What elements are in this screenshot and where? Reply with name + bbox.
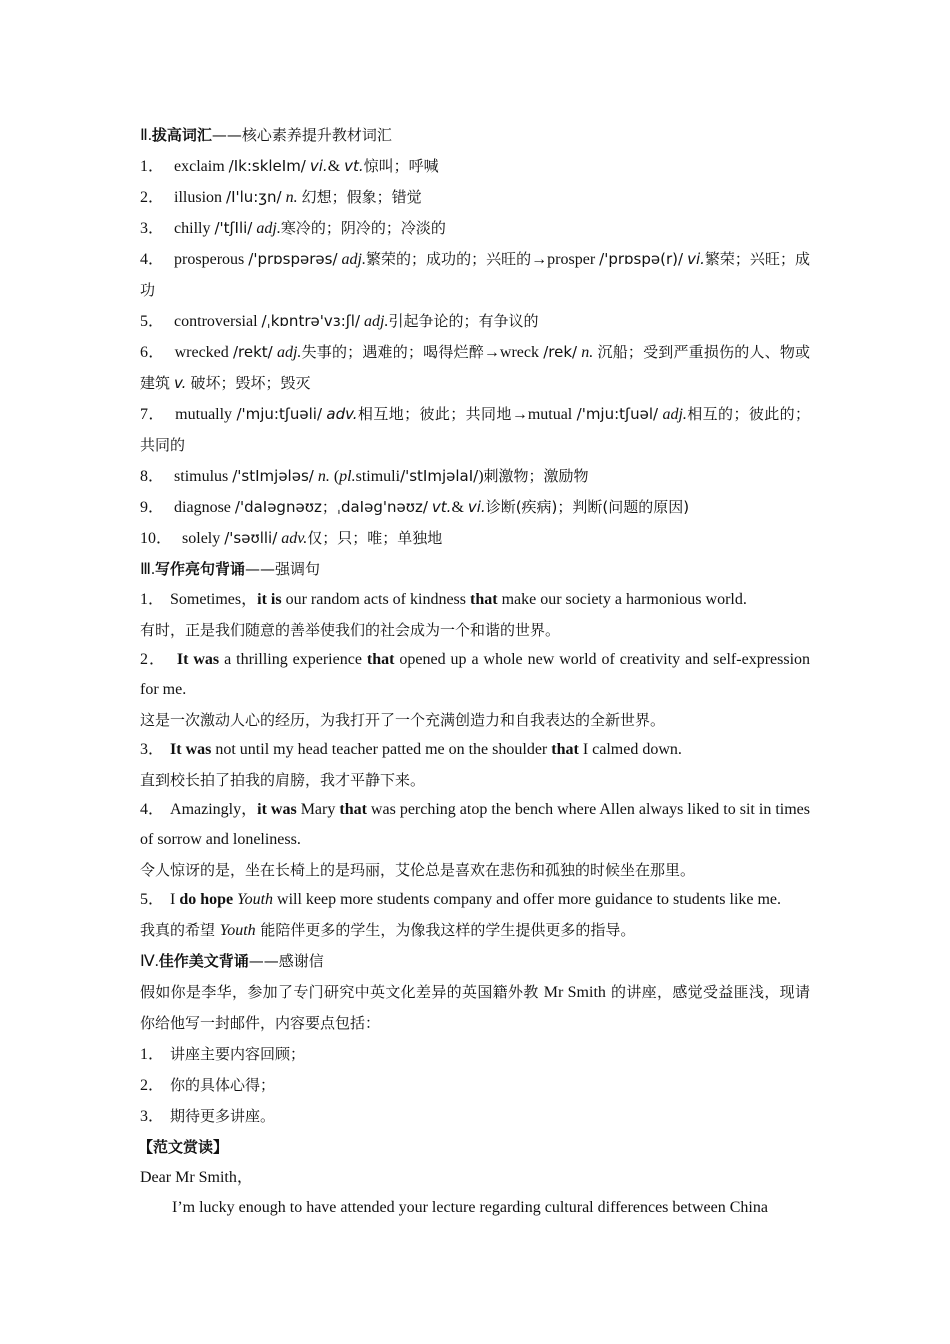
emphasis-text: do hope (179, 891, 234, 908)
part-of-speech: n. (581, 344, 594, 361)
vocab-word: exclaim (174, 158, 225, 175)
sentence-text: will keep more students company and offer more guidance to students like me. (273, 891, 782, 908)
emphasis-text: It was (170, 741, 212, 758)
derived-word: prosper (547, 251, 596, 268)
paren-open: ( (333, 468, 340, 485)
vocab-word: solely (182, 530, 221, 547)
part-of-speech: adj. (256, 220, 281, 237)
item-number: 2． (140, 651, 166, 668)
vocab-ipa: /'mju:tʃuəli/ (236, 405, 323, 423)
sentence-text: a thrilling experience (219, 651, 367, 668)
sentence-text: Sometimes， (170, 591, 258, 608)
part-of-speech: vi. (467, 498, 486, 516)
vocab-item (140, 523, 810, 554)
vocab-ipa: /'səʊlli/ (224, 529, 278, 547)
sample-essay-heading (140, 1132, 810, 1163)
sentence-translation: 直到校长拍了拍我的肩膀，我才平静下来。 (140, 771, 426, 789)
sentence-text: Mary (296, 801, 340, 818)
plural-ipa: /'stImjəlaI/ (400, 467, 479, 485)
sentence-translation (140, 915, 810, 946)
derived-meaning: 沉船；受到严重损伤的人、物或建筑 (140, 343, 811, 392)
vocab-word: wrecked (174, 344, 229, 361)
vocab-word: stimulus (174, 468, 229, 485)
vocab-word: prosperous (174, 251, 245, 268)
document-page (140, 120, 810, 1223)
sentence-text: I calmed down. (578, 741, 682, 758)
vocab-meaning: 幻想；假象；错觉 (301, 188, 422, 206)
sentence-item (140, 885, 810, 915)
item-number: 5． (140, 313, 165, 330)
point-text: 讲座主要内容回顾； (170, 1045, 306, 1063)
section-title: 拔高词汇 (151, 126, 212, 144)
item-number: 5． (140, 891, 165, 908)
item-number: 2． (140, 189, 165, 206)
prompt-name: Mr Smith (543, 984, 606, 1001)
item-number: 1． (140, 1046, 165, 1063)
derived-meaning: 破坏；毁坏；毁灭 (190, 374, 311, 392)
section-heading-vocabulary (140, 120, 810, 151)
section-numeral: Ⅲ. (140, 561, 156, 578)
section-subtitle: ——核心素养提升教材词汇 (211, 126, 392, 144)
prompt-point (140, 1039, 810, 1070)
part-of-speech: vi. (309, 157, 328, 175)
vocab-ipa: /'stImjələs/ (232, 467, 314, 485)
sentence-item (140, 645, 810, 705)
section-numeral: Ⅳ. (140, 953, 159, 970)
section-heading-sentences (140, 554, 810, 585)
part-of-speech: adj. (662, 406, 687, 423)
vocab-item (140, 492, 810, 523)
item-number: 10． (140, 530, 173, 547)
item-number: 3． (140, 220, 165, 237)
sentence-translation: 有时，正是我们随意的善举使我们的社会成为一个和谐的世界。 (140, 621, 561, 639)
part-of-speech: adj. (341, 251, 366, 268)
sample-heading-text: 【范文赏读】 (138, 1138, 229, 1156)
letter-salutation: Dear Mr Smith， (140, 1169, 253, 1186)
paren-close: ) (478, 468, 484, 485)
vocab-meaning: 失事的；遇难的；喝得烂醉 (301, 343, 484, 361)
emphasis-text: It was (176, 651, 220, 668)
sentence-text: was perching atop the bench where Allen always liked to sit in times of sorrow and loneliness. (140, 801, 810, 848)
point-text: 你的具体心得； (170, 1076, 276, 1094)
sentence-text: not until my head teacher patted me on the shoulder (211, 741, 552, 758)
vocab-word: mutually (175, 406, 233, 423)
item-number: 3． (140, 1108, 165, 1125)
part-of-speech: vi. (687, 250, 705, 268)
item-number: 1． (140, 158, 165, 175)
vocab-ipa: /'daIəgnəʊz；ˌdaIəg'nəʊz/ (234, 498, 428, 516)
letter-body: I’m lucky enough to have attended your lecture regarding cultural differences between China (172, 1199, 768, 1216)
vocab-item (140, 244, 810, 306)
part-of-speech: n. (317, 468, 330, 485)
vocab-item (140, 151, 810, 182)
vocab-ipa: /ˌkɒntrə'vɜ:ʃl/ (261, 312, 361, 330)
prompt-point (140, 1101, 810, 1132)
translation-text: 能陪伴更多的学生，为像我这样的学生提供更多的指导。 (255, 921, 636, 939)
italic-title: Youth (237, 891, 274, 908)
derived-ipa: /rek/ (543, 343, 578, 361)
vocab-word: diagnose (174, 499, 231, 516)
item-number: 4． (140, 251, 165, 268)
emphasis-text: that (339, 801, 367, 818)
item-number: 1． (140, 591, 165, 608)
sentence-item (140, 795, 810, 855)
vocab-ipa: /I'lu:ʒn/ (226, 188, 282, 206)
part-of-speech: adv. (326, 405, 358, 423)
emphasis-text: that (551, 741, 579, 758)
vocab-item (140, 461, 810, 492)
part-of-speech: vt. (431, 498, 452, 516)
vocab-word: controversial (174, 313, 258, 330)
vocab-ipa: /'tʃIli/ (214, 219, 253, 237)
sentence-text: I (170, 891, 180, 908)
part-of-speech: n. (285, 189, 298, 206)
section-subtitle: ——强调句 (245, 560, 321, 578)
part-of-speech: adj. (364, 313, 389, 330)
sentence-item (140, 735, 810, 765)
prompt-text: 假如你是李华，参加了专门研究中英文化差异的英国籍外教 (140, 983, 544, 1001)
writing-prompt (140, 977, 810, 1039)
part-of-speech: v. (174, 374, 187, 392)
derived-word: mutual (527, 406, 573, 423)
section-numeral: Ⅱ. (140, 127, 152, 144)
vocab-word: chilly (174, 220, 211, 237)
section-subtitle: ——感谢信 (248, 952, 324, 970)
arrow-icon: → (483, 344, 500, 361)
vocab-meaning: 繁荣的；成功的；兴旺的 (365, 250, 532, 268)
vocab-meaning: 相互地；彼此；共同地 (357, 405, 512, 423)
vocab-word: illusion (174, 189, 223, 206)
derived-meaning: 相互的；彼此的；共同的 (140, 405, 810, 454)
item-number: 8． (140, 468, 165, 485)
item-number: 4． (140, 801, 165, 818)
emphasis-text: that (470, 591, 498, 608)
ampersand: & (327, 158, 341, 175)
arrow-icon: → (511, 406, 528, 423)
italic-title: Youth (219, 922, 256, 939)
derived-ipa: /'prɒspə(r)/ (599, 250, 684, 268)
derived-word: wreck (499, 344, 540, 361)
sentence-item (140, 585, 810, 615)
vocab-meaning: 寒冷的；阴冷的；冷淡的 (280, 219, 446, 237)
sentence-text: our random acts of kindness (281, 591, 470, 608)
vocab-meaning: 惊叫；呼喊 (363, 157, 439, 175)
vocab-meaning: 引起争论的；有争议的 (388, 312, 539, 330)
plural-word: stimuli (355, 468, 401, 485)
derived-meaning: 繁荣；兴旺；成功 (140, 250, 810, 299)
section-heading-essay (140, 946, 810, 977)
emphasis-text: that (366, 651, 395, 668)
sentence-text: make our society a harmonious world. (497, 591, 747, 608)
sentence-translation: 令人惊讶的是，坐在长椅上的是玛丽，艾伦总是喜欢在悲伤和孤独的时候坐在那里。 (140, 861, 696, 879)
vocab-item (140, 337, 810, 399)
item-number: 9． (140, 499, 165, 516)
vocab-meaning: 刺激物；激励物 (483, 467, 589, 485)
sentence-translation: 这是一次激动人心的经历，为我打开了一个充满创造力和自我表达的全新世界。 (140, 711, 666, 729)
sentence-text: Amazingly， (170, 801, 258, 818)
prompt-point (140, 1070, 810, 1101)
section-title: 佳作美文背诵 (158, 952, 249, 970)
emphasis-text: it was (257, 801, 297, 818)
part-of-speech: adv. (281, 530, 308, 547)
item-number: 7． (140, 406, 165, 423)
item-number: 6． (140, 344, 165, 361)
vocab-item (140, 213, 810, 244)
arrow-icon: → (531, 251, 548, 268)
section-title: 写作亮句背诵 (155, 560, 246, 578)
item-number: 2． (140, 1077, 165, 1094)
sentence-text: opened up a whole new world of creativity and self-expression for me. (140, 651, 811, 698)
ampersand: & (451, 499, 464, 516)
point-text: 期待更多讲座。 (170, 1107, 276, 1125)
part-of-speech: adj. (276, 344, 302, 361)
plural-label: pl. (339, 468, 356, 485)
vocab-item (140, 182, 810, 213)
emphasis-text: it is (257, 591, 282, 608)
vocab-item (140, 399, 810, 461)
vocab-meaning: 诊断(疾病)；判断(问题的原因) (485, 498, 690, 516)
derived-ipa: /'mju:tʃuəl/ (576, 405, 659, 423)
item-number: 3． (140, 741, 165, 758)
prompt-text: 的讲座，感觉受益匪浅，现请你给他写一封邮件，内容要点包括： (140, 983, 810, 1032)
vocab-ipa: /'prɒspərəs/ (248, 250, 338, 268)
vocab-ipa: /rekt/ (232, 343, 273, 361)
vocab-meaning: 仅；只；唯；单独地 (307, 529, 443, 547)
translation-text: 我真的希望 (140, 921, 220, 939)
vocab-item (140, 306, 810, 337)
part-of-speech: vt. (344, 157, 364, 175)
vocab-ipa: /Ik:skleIm/ (228, 157, 306, 175)
